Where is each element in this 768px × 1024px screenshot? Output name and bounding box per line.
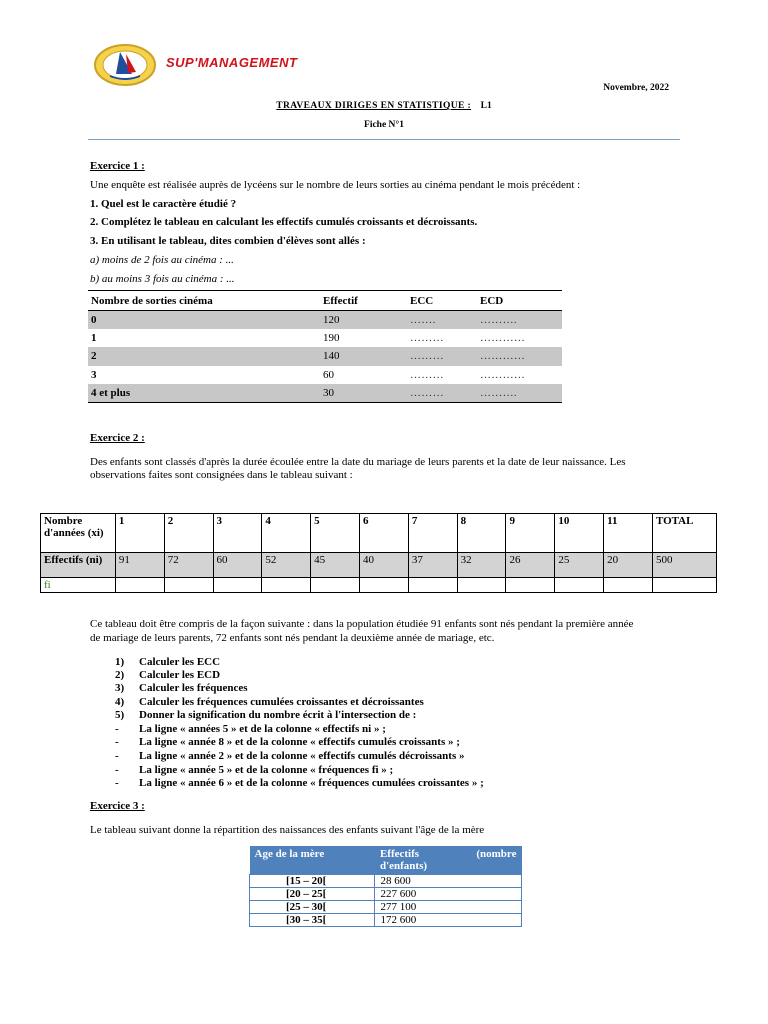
table-cell: 11 [604,514,653,553]
table-cell: 60 [323,368,334,381]
bullet-text: La ligne « année 5 » et de la colonne « fréquences fi » ; [139,764,394,776]
table-cell: 4 et plus [88,384,320,403]
table-cell: 3 [213,514,262,553]
ex1-question-1: 1. Quel est le caractère étudié ? [90,198,237,210]
ex2-explanation-line-1: Ce tableau doit être compris de la façon suivante : dans la population étudiée 91 enfants sont nés pendant la première année [90,618,634,630]
table-row [41,553,717,578]
table-cell: 500 [652,553,716,578]
table-cell: 172 600 [375,914,522,927]
ex1-question-b: b) au moins 3 fois au cinéma : ... [90,273,235,285]
bullet-mark: - [115,723,119,735]
table-cell: 6 [360,514,409,553]
empty-cell [213,578,262,593]
table-row [88,347,562,365]
table-row [250,914,522,927]
table-cell: 26 [506,553,555,578]
table-cell: ……… [407,347,477,365]
table-cell: ………… [480,332,526,345]
table-cell: [30 – 35[ [250,914,375,927]
fiche-number: Fiche N°1 [364,120,404,130]
task-text: Calculer les ECD [139,669,221,681]
table-cell: 4 [262,514,311,553]
table-row [41,578,717,593]
empty-cell [164,578,213,593]
task-number: 1) [115,656,125,668]
bullet-mark: - [115,736,119,748]
ex1-intro: Une enquête est réalisée auprès de lycéens sur le nombre de leurs sorties au cinéma pendant le mois précédent : [90,179,581,191]
table-cell: 0 [88,311,320,330]
school-logo [90,40,160,90]
header-text: (nombre [476,848,517,860]
empty-cell [604,578,653,593]
ex3-table [249,846,522,927]
empty-cell [408,578,457,593]
table-cell: 7 [408,514,457,553]
table-cell: 28 600 [375,875,522,888]
header-cell: Effectif [320,291,407,311]
table-cell: 40 [360,553,409,578]
ex1-table [88,290,562,403]
table-cell: 1 [115,514,164,553]
bullet-mark: - [115,750,119,762]
task-text: Calculer les fréquences cumulées croissantes et décroissantes [139,696,424,708]
brand-name: SUP'MANAGEMENT [166,55,298,70]
table-cell: ……… [410,332,444,345]
table-cell: 120 [320,311,407,330]
table-cell: 52 [262,553,311,578]
header-divider [88,139,680,140]
bullet-text: La ligne « années 5 » et de la colonne « effectifs ni » ; [139,723,386,735]
task-number: 4) [115,696,125,708]
table-row [88,366,562,384]
table-row [250,875,522,888]
table-cell: 5 [311,514,360,553]
table-cell: 8 [457,514,506,553]
table-cell: 30 [320,384,407,403]
ex2-table [40,513,717,593]
empty-cell [311,578,360,593]
document-date: Novembre, 2022 [603,83,669,93]
table-cell: 20 [604,553,653,578]
table-header-row [250,846,522,875]
table-cell: ……… [407,384,477,403]
empty-cell [652,578,716,593]
table-row [88,384,562,403]
table-cell: 91 [115,553,164,578]
empty-cell [457,578,506,593]
table-cell: 72 [164,553,213,578]
ex2-intro-line-1: Des enfants sont classés d'après la durée écoulée entre la date du mariage de leurs parents et la date de leur naissance. Les [90,456,626,468]
table-cell: TOTAL [652,514,716,553]
logo-emblem-icon [90,40,160,90]
table-cell: [25 – 30[ [250,901,375,914]
ex2-heading: Exercice 2 : [90,432,145,444]
empty-cell [555,578,604,593]
table-cell: ………… [480,368,526,381]
task-number: 3) [115,682,125,694]
empty-cell [262,578,311,593]
table-cell: ………… [477,347,562,365]
table-cell: 190 [323,332,340,345]
title-text: TRAVEAUX DIRIGES EN STATISTIQUE : [276,101,472,111]
table-cell: 45 [311,553,360,578]
table-cell: 2 [164,514,213,553]
table-cell: 227 600 [375,888,522,901]
table-row [250,888,522,901]
table-cell: 3 [91,368,97,381]
ex3-intro: Le tableau suivant donne la répartition des naissances des enfants suivant l'âge de la mère [90,824,485,836]
header-effectifs [380,848,517,860]
table-cell: 140 [320,347,407,365]
row-label-years: Nombre d'années (xi) [41,514,116,553]
empty-cell [360,578,409,593]
header-text: d'enfants) [379,860,428,872]
task-text: Calculer les ECC [139,656,221,668]
row-label-counts: Effectifs (ni) [41,553,116,578]
document-title [0,101,768,111]
table-cell: 32 [457,553,506,578]
table-cell: [15 – 20[ [250,875,375,888]
table-cell: 277 100 [375,901,522,914]
task-number: 5) [115,709,125,721]
ex1-heading: Exercice 1 : [90,160,145,172]
task-number: 2) [115,669,125,681]
bullet-text: La ligne « année 8 » et de la colonne « effectifs cumulés croissants » ; [139,736,460,748]
task-text: Calculer les fréquences [139,682,248,694]
table-cell: ……. [407,311,477,330]
row-label-frequency: fi [41,578,116,593]
table-cell: ……… [410,368,444,381]
ex3-heading: Exercice 3 : [90,800,145,812]
empty-cell [115,578,164,593]
level-text: L1 [480,101,492,111]
table-cell: 60 [213,553,262,578]
table-row [250,901,522,914]
table-header-row [88,291,562,311]
table-cell: 2 [88,347,320,365]
ex2-intro-line-2: observations faites sont consignées dans le tableau suivant : [90,469,353,481]
header-cell: ECD [477,291,562,311]
ex2-explanation-line-2: de mariage de leurs parents, 72 enfants sont nés pendant la deuxième année de mariage, etc. [90,632,495,644]
table-cell: ………. [477,384,562,403]
bullet-mark: - [115,777,119,789]
table-cell: 10 [555,514,604,553]
table-cell: 9 [506,514,555,553]
empty-cell [506,578,555,593]
table-cell: 1 [91,332,97,345]
header-cell: Age de la mère [250,846,375,875]
header-cell: ECC [407,291,477,311]
ex1-question-2: 2. Complétez le tableau en calculant les effectifs cumulés croissants et décroissants. [90,216,478,228]
table-cell: [20 – 25[ [250,888,375,901]
bullet-text: La ligne « année 6 » et de la colonne « fréquences cumulées croissantes » ; [139,777,484,789]
header-cell [375,846,522,875]
table-row [88,311,562,330]
ex1-question-3: 3. En utilisant le tableau, dites combien d'élèves sont allés : [90,235,366,247]
task-text: Donner la signification du nombre écrit à l'intersection de : [139,709,417,721]
table-row [41,514,717,553]
table-cell: ………. [477,311,562,330]
table-cell: 37 [408,553,457,578]
ex1-question-a: a) moins de 2 fois au cinéma : ... [90,254,234,266]
header-text: Effectifs [379,848,420,860]
table-row [88,329,562,347]
header-cell: Nombre de sorties cinéma [88,291,320,311]
table-cell: 25 [555,553,604,578]
bullet-text: La ligne « année 2 » et de la colonne « effectifs cumulés décroissants » [139,750,465,762]
bullet-mark: - [115,764,119,776]
